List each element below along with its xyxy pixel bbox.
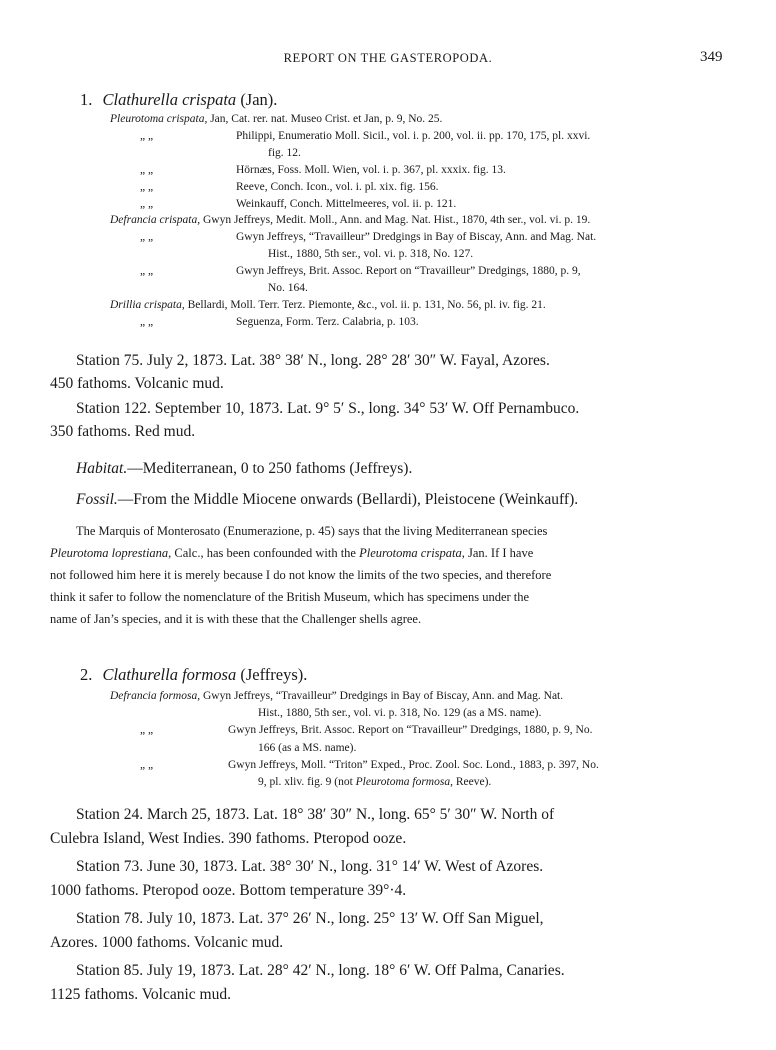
species-number: 2.: [80, 665, 93, 684]
synonym-text: Gwyn Jeffreys, Brit. Assoc. Report on “Travailleur” Dredgings, 1880, p. 9,: [236, 265, 581, 278]
synonym-text: Hist., 1880, 5th ser., vol. vi. p. 318, No. 127.: [268, 248, 474, 261]
species-name: Clathurella formosa: [102, 665, 237, 684]
station-line: Station 75. July 2, 1873. Lat. 38° 38′ N., long. 28° 28′ 30″ W. Fayal, Azores.: [76, 352, 550, 369]
station-line: 1125 fathoms. Volcanic mud.: [50, 986, 231, 1003]
synonym-text: Bellardi, Moll. Terr. Terz. Piemonte, &c., vol. ii. p. 131, No. 56, pl. iv. fig. 21.: [187, 298, 546, 311]
station-line: 1000 fathoms. Pteropod ooze. Bottom temperature 39°·4.: [50, 882, 407, 899]
habitat-label: Habitat.: [76, 460, 128, 477]
synonym-text: Jan, Cat. rer. nat. Museo Crist. et Jan, p. 9, No. 25.: [210, 113, 443, 125]
species-heading-2: [80, 665, 307, 685]
species-name: Clathurella crispata: [102, 90, 237, 109]
synonym-text: Weinkauff, Conch. Mittelmeeres, vol. ii. p. 121.: [236, 197, 457, 210]
remark-line: not followed him here it is merely because I do not know the limits of the two species, and therefore: [50, 568, 552, 582]
remark-line: The Marquis of Monterosato (Enumerazione, p. 45) says that the living Mediterranean species: [76, 524, 548, 538]
synonym-prefix: „ „: [140, 724, 154, 737]
synonym-text: Gwyn Jeffreys, “Travailleur” Dredgings in Bay of Biscay, Ann. and Mag. Nat.: [236, 231, 597, 244]
fossil-text: —From the Middle Miocene onwards (Bellardi), Pleistocene (Weinkauff).: [117, 491, 579, 508]
synonym-prefix: Defrancia formosa,: [110, 690, 201, 702]
station-line: Station 78. July 10, 1873. Lat. 37° 26′ N., long. 25° 13′ W. Off San Miguel,: [76, 910, 544, 927]
synonym-text: Hörnæs, Foss. Moll. Wien, vol. i. p. 367, pl. xxxix. fig. 13.: [236, 163, 506, 176]
station-line: Station 85. July 19, 1873. Lat. 28° 42′ N., long. 18° 6′ W. Off Palma, Canaries.: [76, 962, 565, 979]
synonym-text: Hist., 1880, 5th ser., vol. vi. p. 318, No. 129 (as a MS. name).: [258, 707, 542, 720]
synonym-prefix: „ „: [140, 180, 154, 193]
station-line: 450 fathoms. Volcanic mud.: [50, 375, 224, 392]
synonym-prefix: Pleurotoma crispata,: [110, 113, 208, 125]
habitat-paragraph: [76, 460, 412, 478]
synonym-text: No. 164.: [268, 282, 308, 294]
station-line: Culebra Island, West Indies. 390 fathoms. Pteropod ooze.: [50, 830, 407, 847]
fossil-label: Fossil.: [76, 491, 118, 508]
synonym-prefix: „ „: [140, 315, 154, 328]
synonym-prefix: „ „: [140, 758, 154, 771]
synonym-text: Reeve, Conch. Icon., vol. i. pl. xix. fig. 156.: [236, 180, 439, 193]
page-number: 349: [700, 49, 723, 65]
habitat-text: —Mediterranean, 0 to 250 fathoms (Jeffreys).: [127, 460, 413, 477]
remark-line: think it safer to follow the nomenclature of the British Museum, which has specimens under the: [50, 590, 530, 604]
station-line: Azores. 1000 fathoms. Volcanic mud.: [50, 934, 284, 951]
remark-line: Pleurotoma loprestiana, Calc., has been confounded with the Pleurotoma crispata, Jan. If I have: [50, 546, 534, 560]
synonym-text: fig. 12.: [268, 146, 301, 159]
synonym-text: 166 (as a MS. name).: [258, 741, 357, 754]
species-authority: (Jan).: [240, 90, 278, 109]
fossil-paragraph: [76, 491, 578, 509]
synonym-text: Gwyn Jeffreys, Moll. “Triton” Exped., Proc. Zool. Soc. Lond., 1883, p. 397, No.: [228, 758, 599, 771]
synonym-text: 9, pl. xliv. fig. 9 (not Pleurotoma formosa, Reeve).: [258, 776, 492, 788]
synonym-prefix: „ „: [140, 163, 154, 176]
species-authority: (Jeffreys).: [240, 665, 308, 684]
synonym-prefix: „ „: [140, 265, 154, 278]
synonym-prefix: Drillia crispata,: [110, 298, 185, 311]
synonym-prefix: „ „: [140, 129, 154, 142]
synonym-text: Seguenza, Form. Terz. Calabria, p. 103.: [236, 315, 419, 328]
synonym-text: Philippi, Enumeratio Moll. Sicil., vol. i. p. 200, vol. ii. pp. 170, 175, pl. xxvi.: [236, 129, 591, 142]
synonym-prefix: „ „: [140, 197, 154, 210]
synonym-text: Gwyn Jeffreys, Medit. Moll., Ann. and Mag. Nat. Hist., 1870, 4th ser., vol. vi. p. 19.: [202, 214, 591, 227]
remark-line: name of Jan’s species, and it is with these that the Challenger shells agree.: [50, 612, 422, 626]
station-line: 350 fathoms. Red mud.: [50, 423, 196, 440]
station-line: Station 24. March 25, 1873. Lat. 18° 38′ 30″ N., long. 65° 5′ 30″ W. North of: [76, 806, 555, 823]
synonym-prefix: „ „: [140, 231, 154, 244]
synonym-prefix: Defrancia crispata,: [110, 214, 201, 227]
running-title: REPORT ON THE GASTEROPODA.: [283, 51, 493, 65]
synonym-text: Gwyn Jeffreys, “Travailleur” Dredgings in Bay of Biscay, Ann. and Mag. Nat.: [202, 690, 564, 702]
species-number: 1.: [80, 90, 93, 109]
station-line: Station 122. September 10, 1873. Lat. 9° 5′ S., long. 34° 53′ W. Off Pernambuco.: [76, 400, 580, 417]
species-heading-1: [80, 90, 277, 110]
station-line: Station 73. June 30, 1873. Lat. 38° 30′ N., long. 31° 14′ W. West of Azores.: [76, 858, 544, 875]
synonym-text: Gwyn Jeffreys, Brit. Assoc. Report on “Travailleur” Dredgings, 1880, p. 9, No.: [228, 724, 593, 737]
